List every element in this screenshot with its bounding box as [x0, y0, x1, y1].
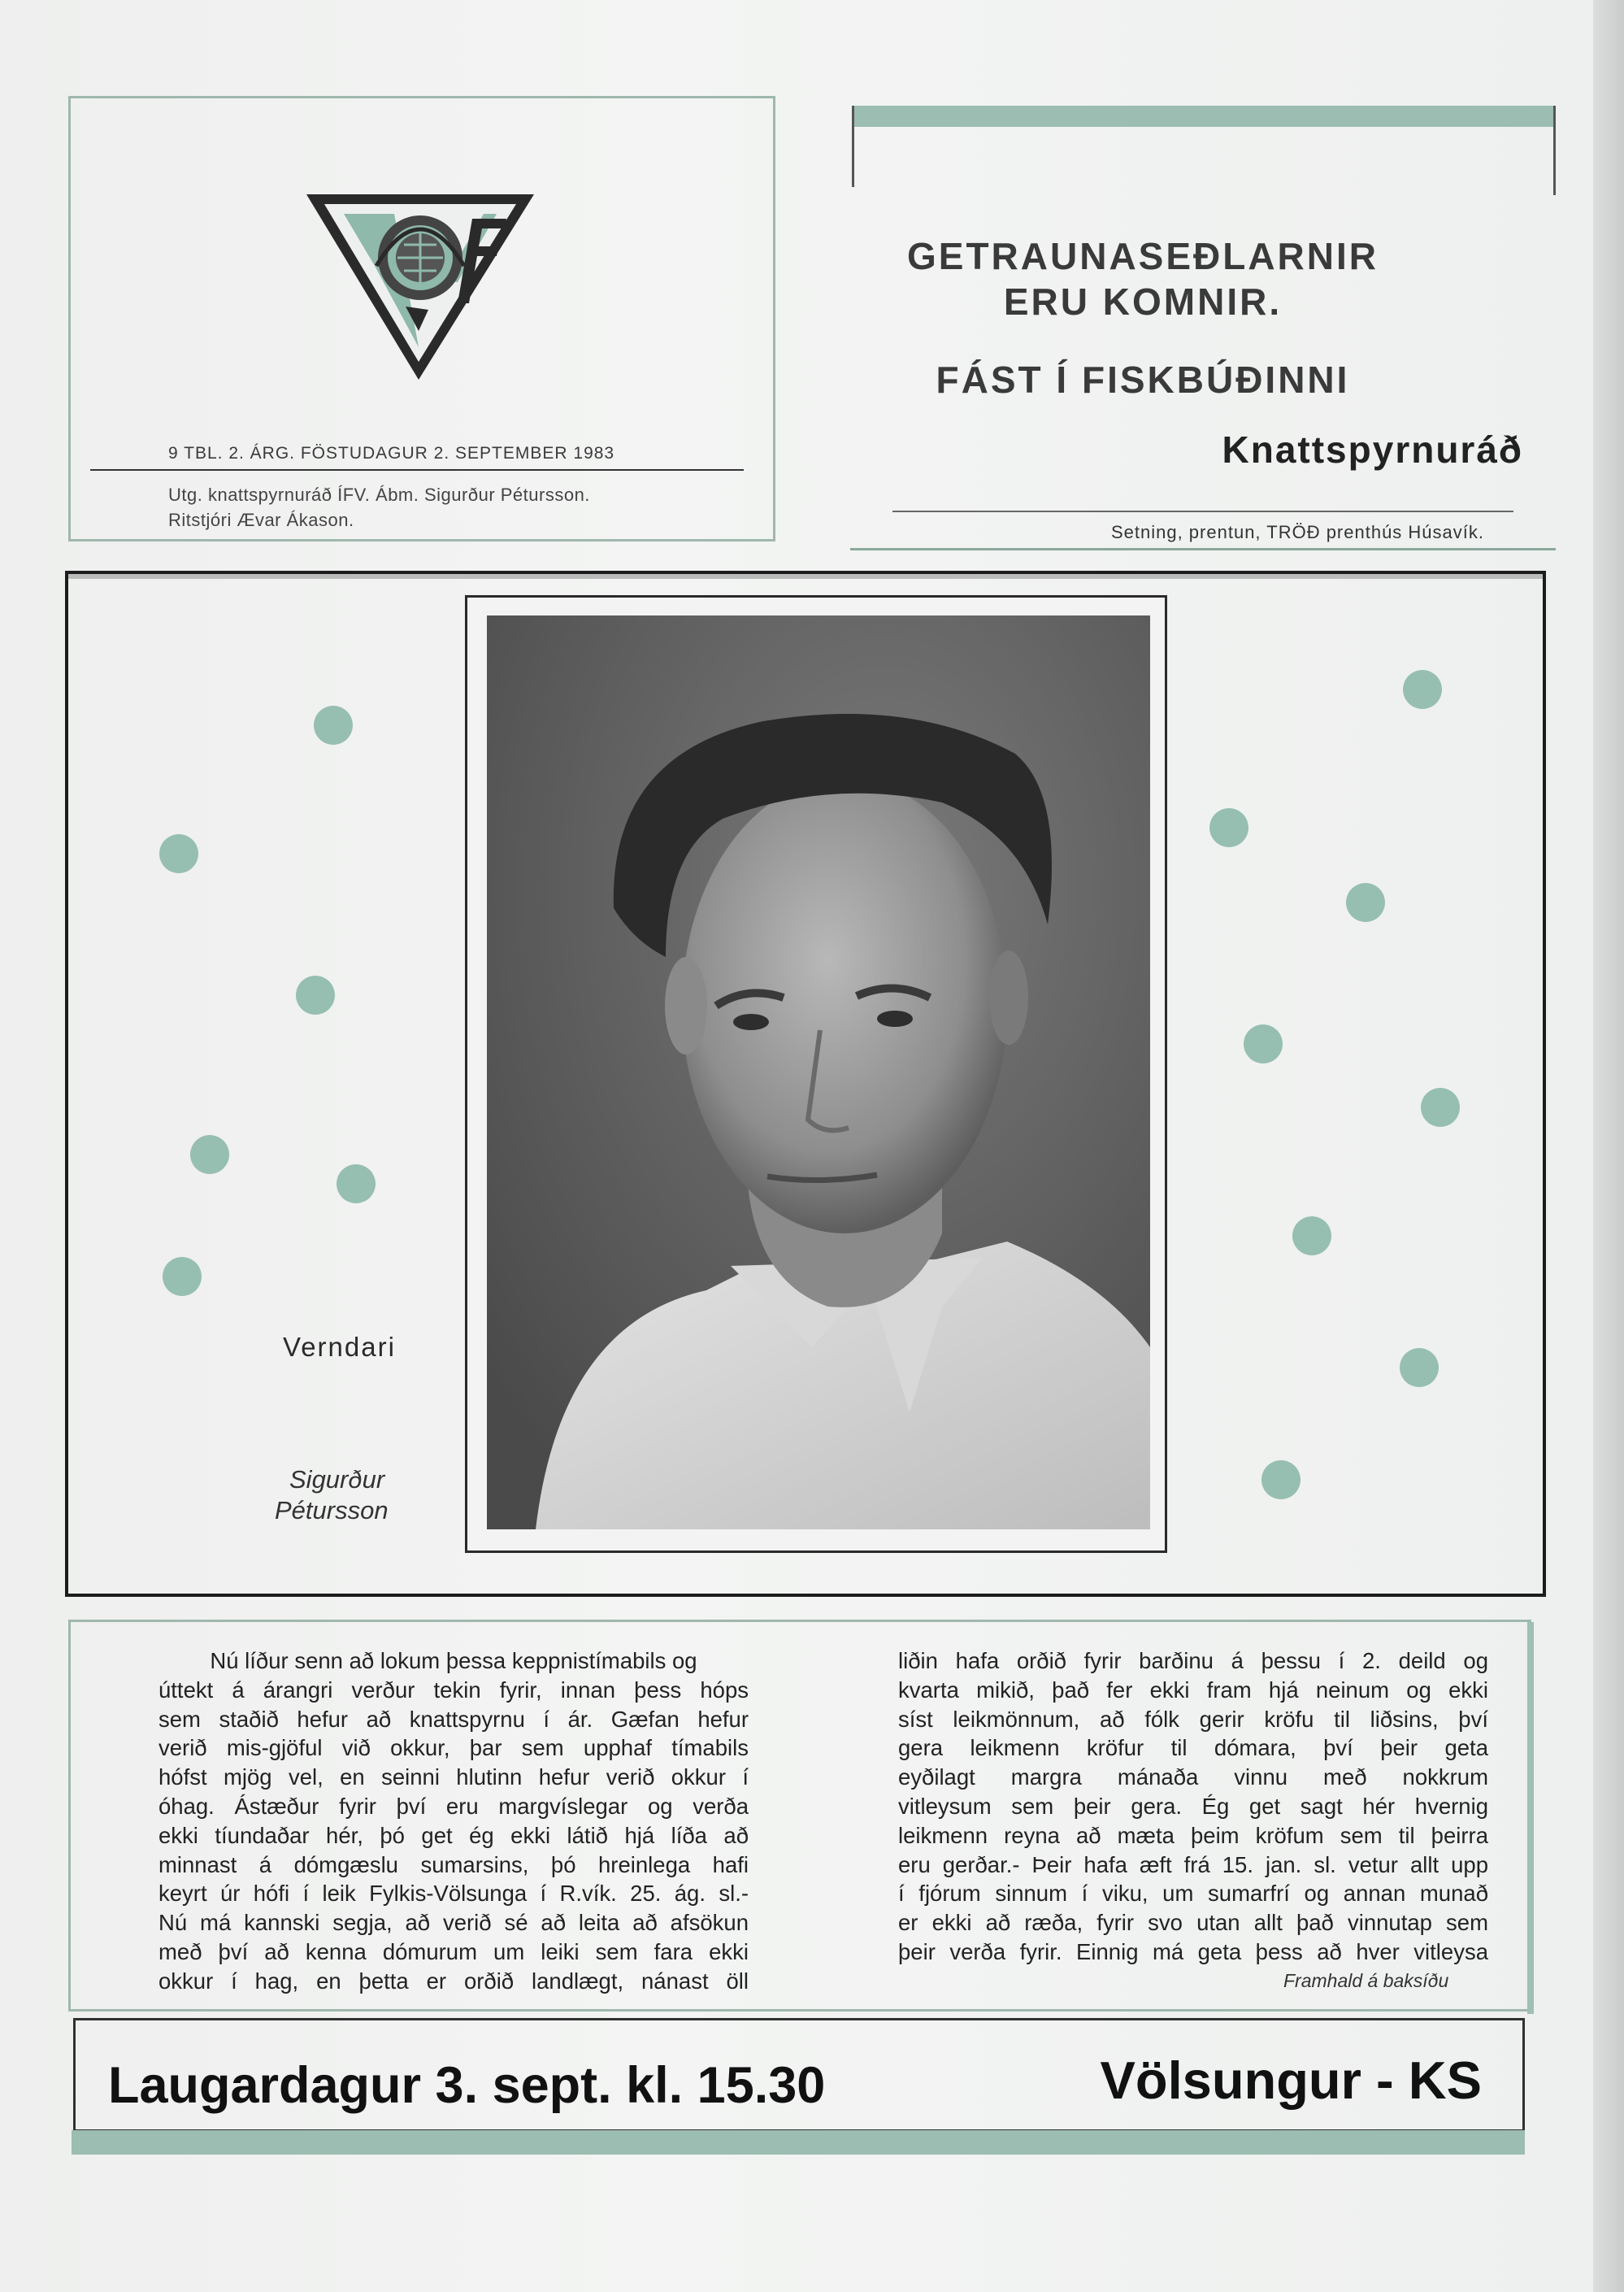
- article-accent-bar: [1527, 1622, 1534, 2014]
- caption-title: Verndari: [283, 1332, 396, 1362]
- article-line: gera leikmenn kröfur til dómara, því þeir geta: [898, 1735, 1488, 1761]
- ad-headline-line-1: GETRAUNASEÐLARNIR: [907, 235, 1379, 277]
- ad-right-rule: [1553, 106, 1556, 195]
- article-line: eyðilagt margra mánaða vinnu með nokkrum: [898, 1764, 1488, 1790]
- decorative-dot: [1403, 670, 1442, 709]
- ad-headline-line-2: ERU KOMNIR.: [1003, 281, 1283, 323]
- article-line: sem staðið hefur að knattspyrnu í ár. Gæfan hefur: [158, 1706, 749, 1732]
- masthead-box: [68, 96, 775, 541]
- decorative-dot: [1400, 1348, 1439, 1387]
- article-line: liðin hafa orðið fyrir barðinu á þessu í 2. deild og: [898, 1648, 1488, 1673]
- portrait-image: [487, 615, 1150, 1529]
- ad-bottom-rule: [850, 548, 1556, 550]
- article-line: úttekt á árangri verður tekin fyrir, innan þess hóps: [158, 1677, 749, 1703]
- article-box: [68, 1620, 1531, 2011]
- article-line: er ekki að ræða, fyrir svo utan allt það vinnutap sem: [898, 1910, 1488, 1936]
- article-line: síst leikmönnum, að fólk gerir kröfu til liðsins, því: [898, 1706, 1488, 1732]
- publisher-credit-line-1: Utg. knattspyrnuráð ÍFV. Ábm. Sigurður Pétursson.: [168, 485, 590, 505]
- decorative-dot: [314, 706, 353, 745]
- article-line: okkur í hag, en þetta er orðið landlægt, nánast öll: [158, 1968, 749, 1994]
- portrait-section: [65, 571, 1546, 1597]
- article-line: vitleysum sem þeir gera. Ég get sagt hér hvernig: [898, 1793, 1488, 1819]
- decorative-dot: [1261, 1460, 1301, 1499]
- masthead-divider: [90, 469, 744, 471]
- match-teams: Völsungur - KS: [1100, 2051, 1482, 2110]
- printer-credit: Setning, prentun, TRÖÐ prenthús Húsavík.: [1110, 522, 1484, 542]
- match-banner: [73, 2018, 1525, 2132]
- article-line: þeir verða fyrir. Einnig má geta þess að hver vitleysa: [898, 1938, 1488, 1964]
- decorative-dot: [159, 834, 198, 873]
- publisher-credit-line-2: Ritstjóri Ævar Ákason.: [168, 510, 354, 530]
- article-line: leikmenn reyna að mæta þeim kröfum sem til þeirra: [898, 1822, 1488, 1848]
- article-line: ekki tíundaðar hér, þó get ég ekki látið hjá líða að: [158, 1822, 749, 1848]
- decorative-dot: [1346, 883, 1385, 922]
- decorative-dot: [1209, 808, 1248, 847]
- match-date-time: Laugardagur 3. sept. kl. 15.30: [108, 2057, 826, 2114]
- caption-name-first: Sigurður: [289, 1465, 385, 1494]
- decorative-dot: [163, 1257, 202, 1296]
- decorative-dot: [1292, 1216, 1331, 1255]
- ad-signature: Knattspyrnuráð: [1222, 428, 1523, 471]
- ifv-crest-icon: [298, 144, 542, 388]
- article-line: eru gerðar.- Þeir hafa æft frá 15. jan. sl. vetur allt upp: [898, 1851, 1488, 1877]
- article-line: hófst mjög vel, en seinni hlutinn hefur verið okkur í: [158, 1764, 749, 1790]
- caption-name-last: Pétursson: [275, 1496, 389, 1524]
- portrait-frame: [465, 595, 1167, 1553]
- continued-note: Framhald á baksíðu: [1283, 1970, 1449, 1991]
- footer-accent-bar: [72, 2130, 1525, 2155]
- decorative-dot: [337, 1164, 376, 1203]
- article-line: með því að kenna dómurum um leiki sem fara ekki: [158, 1938, 749, 1964]
- ad-top-bar: [852, 106, 1556, 127]
- article-line: óhag. Ástæður fyrir því eru margvíslegar og verða: [158, 1793, 749, 1819]
- betting-slip-ad: [850, 96, 1556, 551]
- decorative-dot: [1244, 1024, 1283, 1063]
- ad-headline-line-3: FÁST Í FISKBÚÐINNI: [936, 359, 1350, 401]
- article-line: keyrt úr hófi í leik Fylkis-Völsunga í R.vík. 25. ág. sl.-: [158, 1881, 749, 1907]
- ad-left-rule: [852, 106, 854, 187]
- issue-date-line: 9 TBL. 2. ÁRG. FÖSTUDAGUR 2. SEPTEMBER 1983: [168, 444, 615, 463]
- article-column-1: [158, 1646, 749, 1996]
- article-line: Nú má kannski segja, að verið sé að leita að afsökun: [158, 1910, 749, 1936]
- article-line: í fjórum sinnum í viku, um sumarfrí og annan munað: [898, 1881, 1488, 1907]
- decorative-dot: [190, 1135, 229, 1174]
- article-line: verið mis-gjöful við okkur, þar sem upphaf tímabils: [158, 1735, 749, 1761]
- article-line: minnast á dómgæslu sumarsins, þó hreinlega hafi: [158, 1851, 749, 1877]
- article-column-2: [898, 1646, 1488, 1967]
- page-edge-shadow: [1593, 0, 1624, 2292]
- article-line: Nú líður senn að lokum þessa keppnistímabils og: [210, 1648, 697, 1673]
- portrait-photo: [487, 615, 1150, 1529]
- frame-top-edge: [68, 574, 1543, 579]
- publisher-credit: [168, 482, 737, 533]
- decorative-dot: [1421, 1088, 1460, 1127]
- ad-divider: [892, 511, 1513, 512]
- article-line: kvarta mikið, það fer ekki fram hjá neinum og ekki: [898, 1677, 1488, 1703]
- decorative-dot: [296, 976, 335, 1015]
